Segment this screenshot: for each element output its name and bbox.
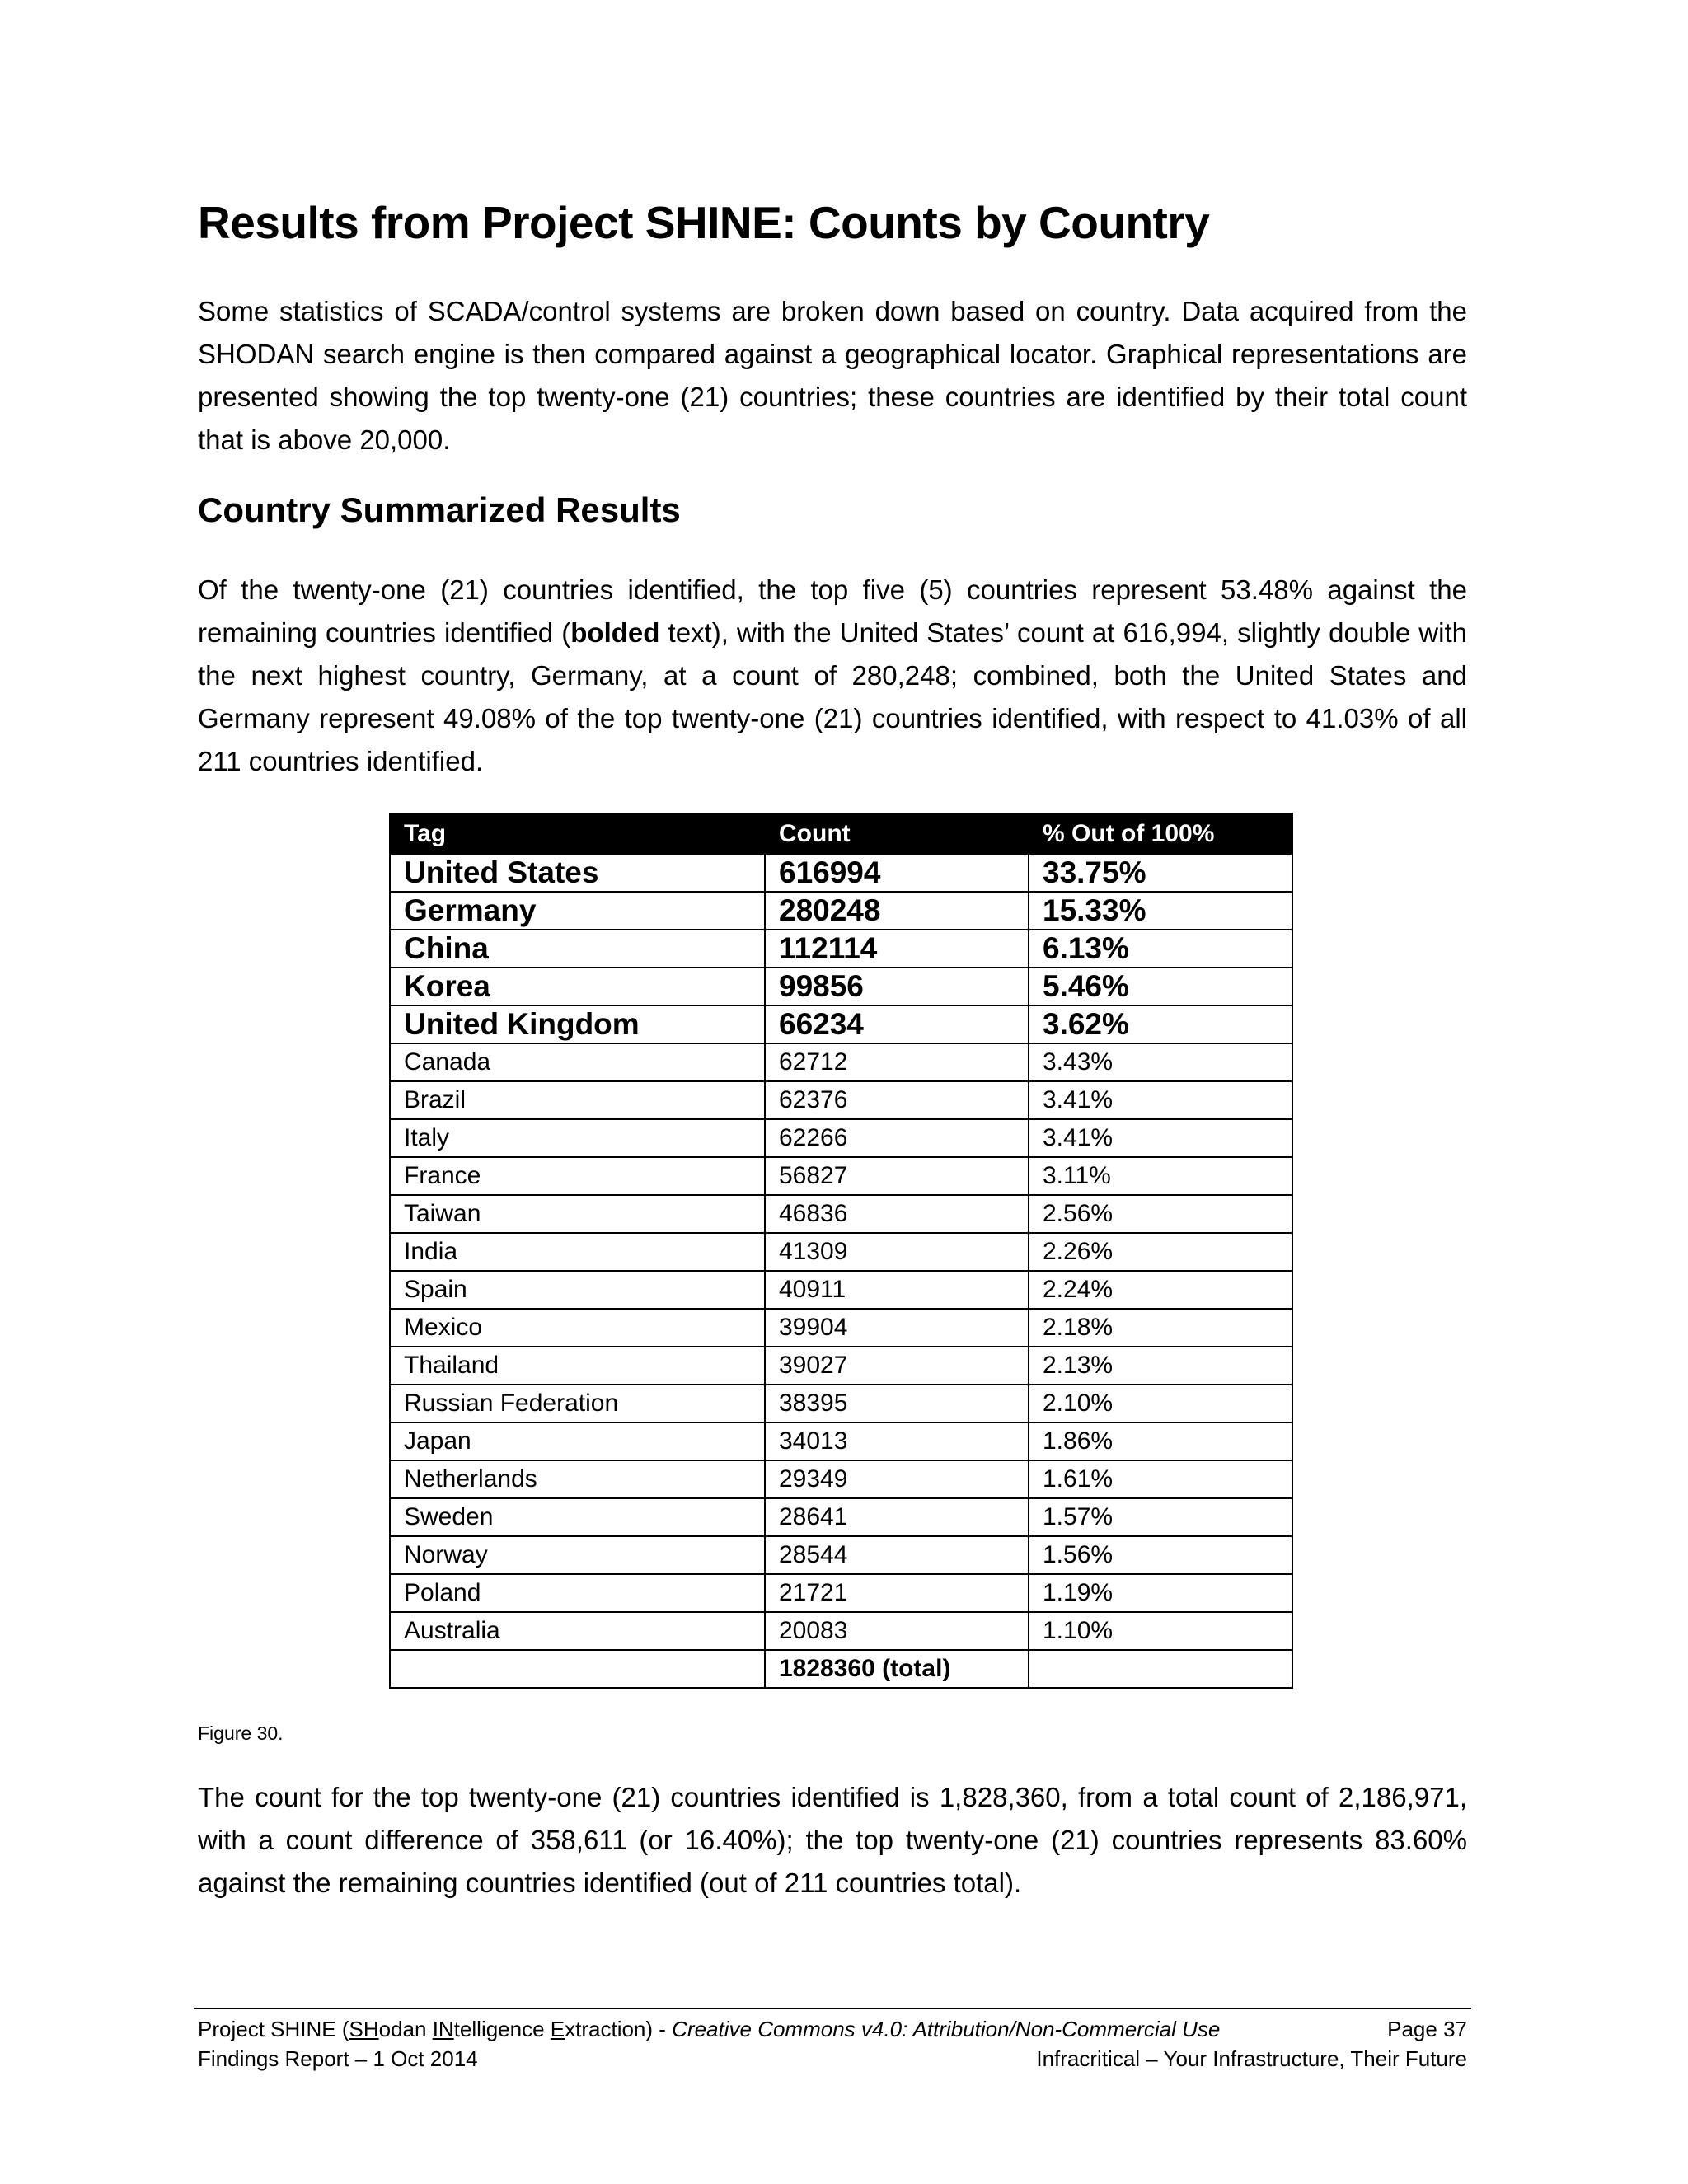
footer-tagline: Infracritical – Your Infrastructure, Their Future: [1036, 2046, 1467, 2071]
cell-percent: 6.13%: [1029, 930, 1292, 968]
table-row: [390, 1536, 1292, 1574]
closing-paragraph: The count for the top twenty-one (21) countries identified is 1,828,360, from a total count of 2,186,971, with a count difference of 358,611 (or 16.40%); the top twenty-one (21) countries represents 83.60% against the remaining countries identified (out of 211 countries total).: [198, 1782, 1467, 1898]
cell-percent: 1.86%: [1029, 1422, 1292, 1460]
cell-percent: 2.56%: [1029, 1195, 1292, 1233]
cell-percent: 3.43%: [1029, 1043, 1292, 1081]
cell-count: 616994: [765, 854, 1029, 892]
header-percent: % Out of 100%: [1029, 813, 1292, 854]
cell-tag: Russian Federation: [390, 1385, 765, 1422]
footer-row-2: [198, 2044, 1467, 2074]
cell-count: 21721: [765, 1574, 1029, 1612]
footer-license: Creative Commons v4.0: Attribution/Non-Commercial Use: [672, 2017, 1221, 2041]
section-subtitle: Country Summarized Results: [198, 490, 681, 529]
table-row: [390, 1195, 1292, 1233]
table-header-row: [390, 813, 1292, 854]
cell-percent: 3.11%: [1029, 1157, 1292, 1195]
cell-tag: Taiwan: [390, 1195, 765, 1233]
cell-count: 39904: [765, 1309, 1029, 1347]
cell-tag: Italy: [390, 1119, 765, 1157]
cell-tag: Spain: [390, 1271, 765, 1309]
cell-count: 66234: [765, 1005, 1029, 1043]
cell-tag: Australia: [390, 1612, 765, 1650]
cell-count: 112114: [765, 930, 1029, 968]
cell-percent: 2.10%: [1029, 1385, 1292, 1422]
cell-percent: 1.56%: [1029, 1536, 1292, 1574]
cell-count: 20083: [765, 1612, 1029, 1650]
cell-percent: 1.57%: [1029, 1498, 1292, 1536]
cell-total: 1828360 (total): [765, 1650, 1029, 1688]
table-row: [390, 1309, 1292, 1347]
footer-row-1: [198, 2014, 1467, 2044]
table-row: [390, 1157, 1292, 1195]
cell-percent: 1.10%: [1029, 1612, 1292, 1650]
cell-tag: Brazil: [390, 1081, 765, 1119]
table-row: [390, 968, 1292, 1005]
table-row: [390, 930, 1292, 968]
cell-percent: 3.62%: [1029, 1005, 1292, 1043]
cell-count: 99856: [765, 968, 1029, 1005]
cell-empty: [390, 1650, 765, 1688]
table-row: [390, 1498, 1292, 1536]
table-row: [390, 1005, 1292, 1043]
table-row: [390, 1422, 1292, 1460]
cell-tag: United States: [390, 854, 765, 892]
cell-tag: Poland: [390, 1574, 765, 1612]
cell-tag: China: [390, 930, 765, 968]
cell-tag: France: [390, 1157, 765, 1195]
cell-count: 41309: [765, 1233, 1029, 1271]
figure-caption: Figure 30.: [198, 1722, 284, 1744]
cell-count: 28641: [765, 1498, 1029, 1536]
summary-text-part1: Of the twenty-one (21) countries identified, the top five (5) countries represent 53.48% against the remaining countries identified (: [198, 574, 1467, 648]
table-row: [390, 1271, 1292, 1309]
cell-count: 62712: [765, 1043, 1029, 1081]
header-tag: Tag: [390, 813, 765, 854]
cell-tag: India: [390, 1233, 765, 1271]
summary-bold-word: bolded: [570, 617, 660, 648]
cell-tag: Mexico: [390, 1309, 765, 1347]
summary-text-part2: text), with the United States’ count at 616,994, slightly double with the next highest country, Germany, at a count of 280,248; combined, both the United States and Germany represent 49.08% of the top twenty-one (21) countries identified, with respect to 41.03% of all 211 countries identified.: [198, 617, 1467, 776]
cell-count: 34013: [765, 1422, 1029, 1460]
cell-tag: Korea: [390, 968, 765, 1005]
cell-percent: 2.13%: [1029, 1347, 1292, 1385]
cell-percent: 3.41%: [1029, 1119, 1292, 1157]
cell-count: 40911: [765, 1271, 1029, 1309]
page-title: Results from Project SHINE: Counts by Country: [198, 197, 1210, 248]
footer-project: Project SHINE (SHodan INtelligence Extraction) - Creative Commons v4.0: Attribution/Non-Commercial Use: [198, 2017, 1221, 2041]
footer-page-number: Page 37: [1387, 2017, 1467, 2041]
table-row: [390, 854, 1292, 892]
cell-count: 56827: [765, 1157, 1029, 1195]
cell-empty: [1029, 1650, 1292, 1688]
table-row: [390, 892, 1292, 930]
cell-tag: Thailand: [390, 1347, 765, 1385]
cell-tag: Sweden: [390, 1498, 765, 1536]
cell-tag: Germany: [390, 892, 765, 930]
cell-count: 39027: [765, 1347, 1029, 1385]
intro-paragraph: Some statistics of SCADA/control systems are broken down based on country. Data acquired from the SHODAN search engine is then compared against a geographical locator. Graphical representations are presented showing the top twenty-one (21) countries; these countries are identified by their total count that is above 20,000.: [198, 296, 1467, 455]
table-row: [390, 1043, 1292, 1081]
cell-percent: 1.19%: [1029, 1574, 1292, 1612]
cell-percent: 2.26%: [1029, 1233, 1292, 1271]
cell-count: 28544: [765, 1536, 1029, 1574]
cell-tag: Norway: [390, 1536, 765, 1574]
cell-percent: 5.46%: [1029, 968, 1292, 1005]
cell-tag: Canada: [390, 1043, 765, 1081]
cell-count: 46836: [765, 1195, 1029, 1233]
summary-paragraph: [198, 569, 1467, 783]
footer-divider: [194, 2008, 1471, 2009]
table-row: [390, 1347, 1292, 1385]
table-total-row: [390, 1650, 1292, 1688]
table-row: [390, 1460, 1292, 1498]
cell-count: 62376: [765, 1081, 1029, 1119]
table-row: [390, 1574, 1292, 1612]
cell-percent: 2.24%: [1029, 1271, 1292, 1309]
cell-tag: United Kingdom: [390, 1005, 765, 1043]
cell-tag: Netherlands: [390, 1460, 765, 1498]
table-row: [390, 1081, 1292, 1119]
cell-percent: 33.75%: [1029, 854, 1292, 892]
table-row: [390, 1612, 1292, 1650]
header-count: Count: [765, 813, 1029, 854]
cell-percent: 15.33%: [1029, 892, 1292, 930]
cell-count: 280248: [765, 892, 1029, 930]
cell-count: 29349: [765, 1460, 1029, 1498]
footer-report-date: Findings Report – 1 Oct 2014: [198, 2046, 478, 2071]
cell-count: 62266: [765, 1119, 1029, 1157]
cell-percent: 3.41%: [1029, 1081, 1292, 1119]
table-row: [390, 1119, 1292, 1157]
cell-percent: 1.61%: [1029, 1460, 1292, 1498]
table-row: [390, 1385, 1292, 1422]
cell-count: 38395: [765, 1385, 1029, 1422]
cell-percent: 2.18%: [1029, 1309, 1292, 1347]
table-row: [390, 1233, 1292, 1271]
cell-tag: Japan: [390, 1422, 765, 1460]
country-counts-table: [389, 813, 1293, 1689]
